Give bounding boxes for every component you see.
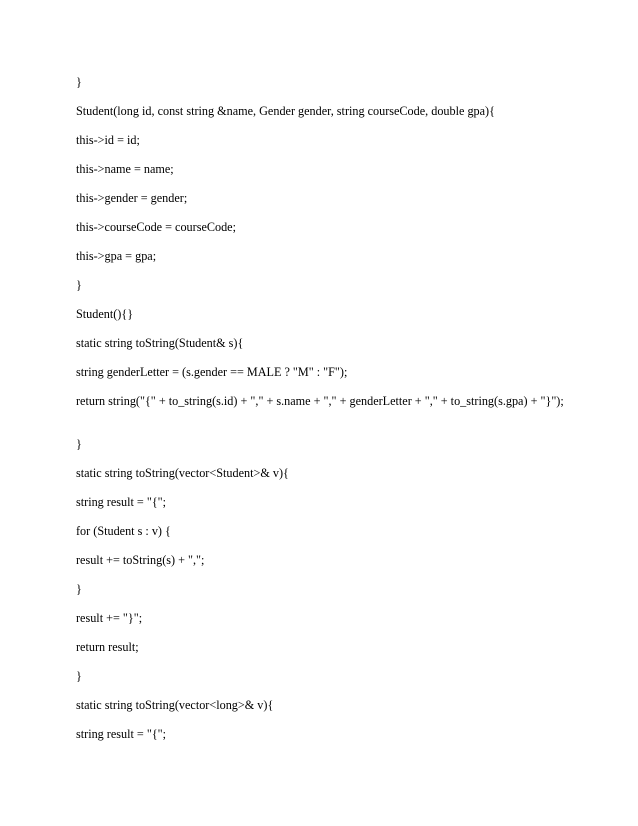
code-line-4: this->name = name; <box>76 162 174 176</box>
code-line-8: } <box>76 278 82 292</box>
code-line-11: string genderLetter = (s.gender == MALE ? "M" : "F"); <box>76 365 348 379</box>
code-line-3: this->id = id; <box>76 133 140 147</box>
code-line-21: } <box>76 669 82 683</box>
code-line-23: string result = "{"; <box>76 727 167 741</box>
code-line-7: this->gpa = gpa; <box>76 249 157 263</box>
code-line-2: Student(long id, const string &name, Gender gender, string courseCode, double gpa){ <box>76 104 495 118</box>
code-line-22: static string toString(vector<long>& v){ <box>76 698 274 712</box>
code-line-18: } <box>76 582 82 596</box>
code-line-19: result += "}"; <box>76 611 143 625</box>
code-line-12: return string("{" + to_string(s.id) + "," + s.name + "," + genderLetter + "," + to_string(s.gpa) + "}"); <box>76 394 564 408</box>
code-line-10: static string toString(Student& s){ <box>76 336 244 350</box>
code-line-14: static string toString(vector<Student>& v){ <box>76 466 289 480</box>
code-line-1: } <box>76 75 82 89</box>
code-line-9: Student(){} <box>76 307 134 321</box>
code-line-17: result += toString(s) + ","; <box>76 553 205 567</box>
code-line-16: for (Student s : v) { <box>76 524 171 538</box>
code-line-20: return result; <box>76 640 139 654</box>
code-line-15: string result = "{"; <box>76 495 167 509</box>
code-line-5: this->gender = gender; <box>76 191 188 205</box>
code-line-6: this->courseCode = courseCode; <box>76 220 236 234</box>
code-line-13: } <box>76 437 82 451</box>
